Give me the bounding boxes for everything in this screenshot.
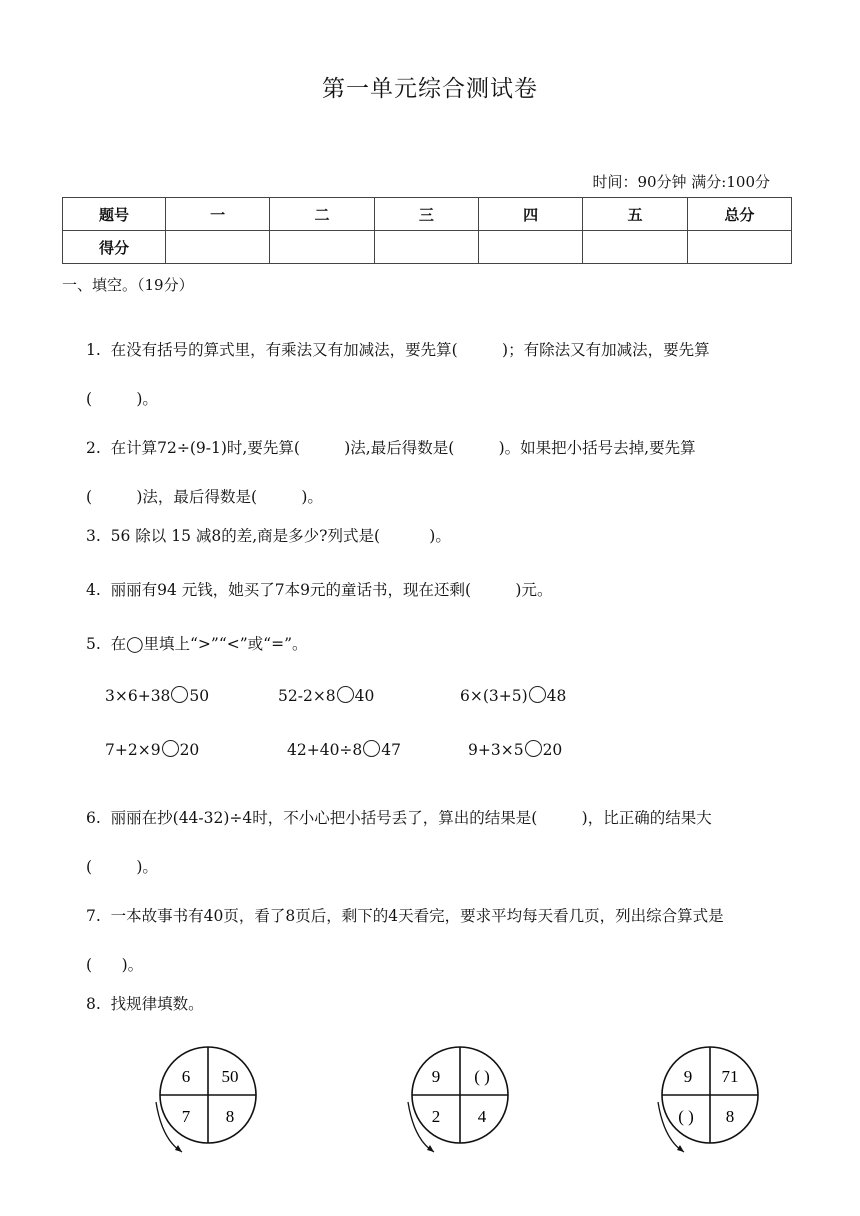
comparison-right: 48 (546, 687, 567, 705)
question-5: 5. 在◯里填上“>”“<”或“=”。 (86, 635, 308, 653)
question-7-line-2: ( )。 (86, 956, 144, 974)
question-6-line-2: ( )。 (86, 858, 158, 876)
header-cell: 三 (374, 198, 478, 231)
comparison-left: 9+3×5 (468, 741, 524, 759)
comparison-left: 3×6+38 (105, 687, 171, 705)
header-cell: 一 (166, 198, 270, 231)
comparison-item (287, 740, 401, 759)
row-label-cell: 得分 (63, 231, 166, 264)
question-7-line-1: 7. 一本故事书有40页，看了8页后，剩下的4天看完，要求平均每天看几页，列出综合算式是 (86, 907, 724, 925)
answer-circle[interactable] (525, 740, 542, 757)
wheel-top-right: 71 (721, 1067, 739, 1086)
comparison-left: 7+2×9 (105, 741, 161, 759)
answer-circle[interactable] (337, 686, 354, 703)
score-cell[interactable] (583, 231, 687, 264)
question-3: 3. 56 除以 15 减8的差,商是多少?列式是( )。 (86, 527, 451, 545)
header-cell: 二 (270, 198, 374, 231)
wheel-top-right[interactable]: ( ) (474, 1067, 490, 1086)
header-cell: 四 (478, 198, 582, 231)
section-heading: 一、填空。（19分） (62, 276, 194, 294)
question-8: 8. 找规律填数。 (86, 995, 204, 1013)
answer-circle[interactable] (529, 686, 546, 703)
rotation-arrow-icon (408, 1102, 434, 1152)
score-table-score-row (63, 231, 792, 264)
wheel-top-right: 50 (221, 1067, 239, 1086)
wheel-bottom-right: 4 (477, 1107, 487, 1126)
comparison-item (105, 740, 199, 759)
header-cell: 题号 (63, 198, 166, 231)
wheel-bottom-left: 2 (431, 1107, 441, 1126)
question-2-line-2: ( )法，最后得数是( )。 (86, 488, 323, 506)
answer-circle[interactable] (162, 740, 179, 757)
question-4: 4. 丽丽有94 元钱，她买了7本9元的童话书，现在还剩( )元。 (86, 581, 553, 599)
score-cell[interactable] (166, 231, 270, 264)
question-1-line-1: 1. 在没有括号的算式里，有乘法又有加减法，要先算( )；有除法又有加减法，要先算 (86, 341, 710, 359)
wheel-bottom-right: 8 (225, 1107, 235, 1126)
answer-circle[interactable] (171, 686, 188, 703)
score-cell[interactable] (374, 231, 478, 264)
page-title: 第一单元综合测试卷 (322, 76, 538, 102)
wheel-bottom-left[interactable]: ( ) (678, 1107, 694, 1126)
comparison-item (105, 686, 209, 705)
comparison-right: 47 (381, 741, 402, 759)
answer-circle[interactable] (363, 740, 380, 757)
comparison-item (278, 686, 374, 705)
wheel-top-left: 9 (683, 1067, 693, 1086)
comparison-item (460, 686, 566, 705)
question-1-line-2: ( )。 (86, 390, 158, 408)
number-wheel (148, 1040, 268, 1160)
header-cell: 五 (583, 198, 687, 231)
score-cell[interactable] (478, 231, 582, 264)
wheel-top-left: 6 (181, 1067, 191, 1086)
wheel-bottom-right: 8 (725, 1107, 735, 1126)
question-2-line-1: 2. 在计算72÷(9-1)时,要先算( )法,最后得数是( )。如果把小括号去掉,要先算 (86, 439, 696, 457)
comparison-right: 20 (542, 741, 563, 759)
wheel-top-left: 9 (431, 1067, 441, 1086)
comparison-item (468, 740, 562, 759)
comparison-right: 20 (179, 741, 200, 759)
comparison-right: 40 (354, 687, 375, 705)
question-6-line-1: 6. 丽丽在抄(44-32)÷4时，不小心把小括号丢了，算出的结果是( )，比正确的结果大 (86, 809, 712, 827)
number-wheel (650, 1040, 770, 1160)
comparison-right: 50 (189, 687, 210, 705)
rotation-arrow-icon (156, 1102, 182, 1152)
comparison-left: 6×(3+5) (460, 687, 528, 705)
score-cell[interactable] (687, 231, 791, 264)
header-cell: 总分 (687, 198, 791, 231)
score-cell[interactable] (270, 231, 374, 264)
score-table-header-row (63, 198, 792, 231)
comparison-left: 52-2×8 (278, 687, 336, 705)
score-table (62, 197, 792, 264)
comparison-left: 42+40÷8 (287, 741, 363, 759)
exam-meta: 时间：90分钟 满分:100分 (592, 173, 770, 191)
number-wheel (400, 1040, 520, 1160)
wheel-bottom-left: 7 (181, 1107, 191, 1126)
